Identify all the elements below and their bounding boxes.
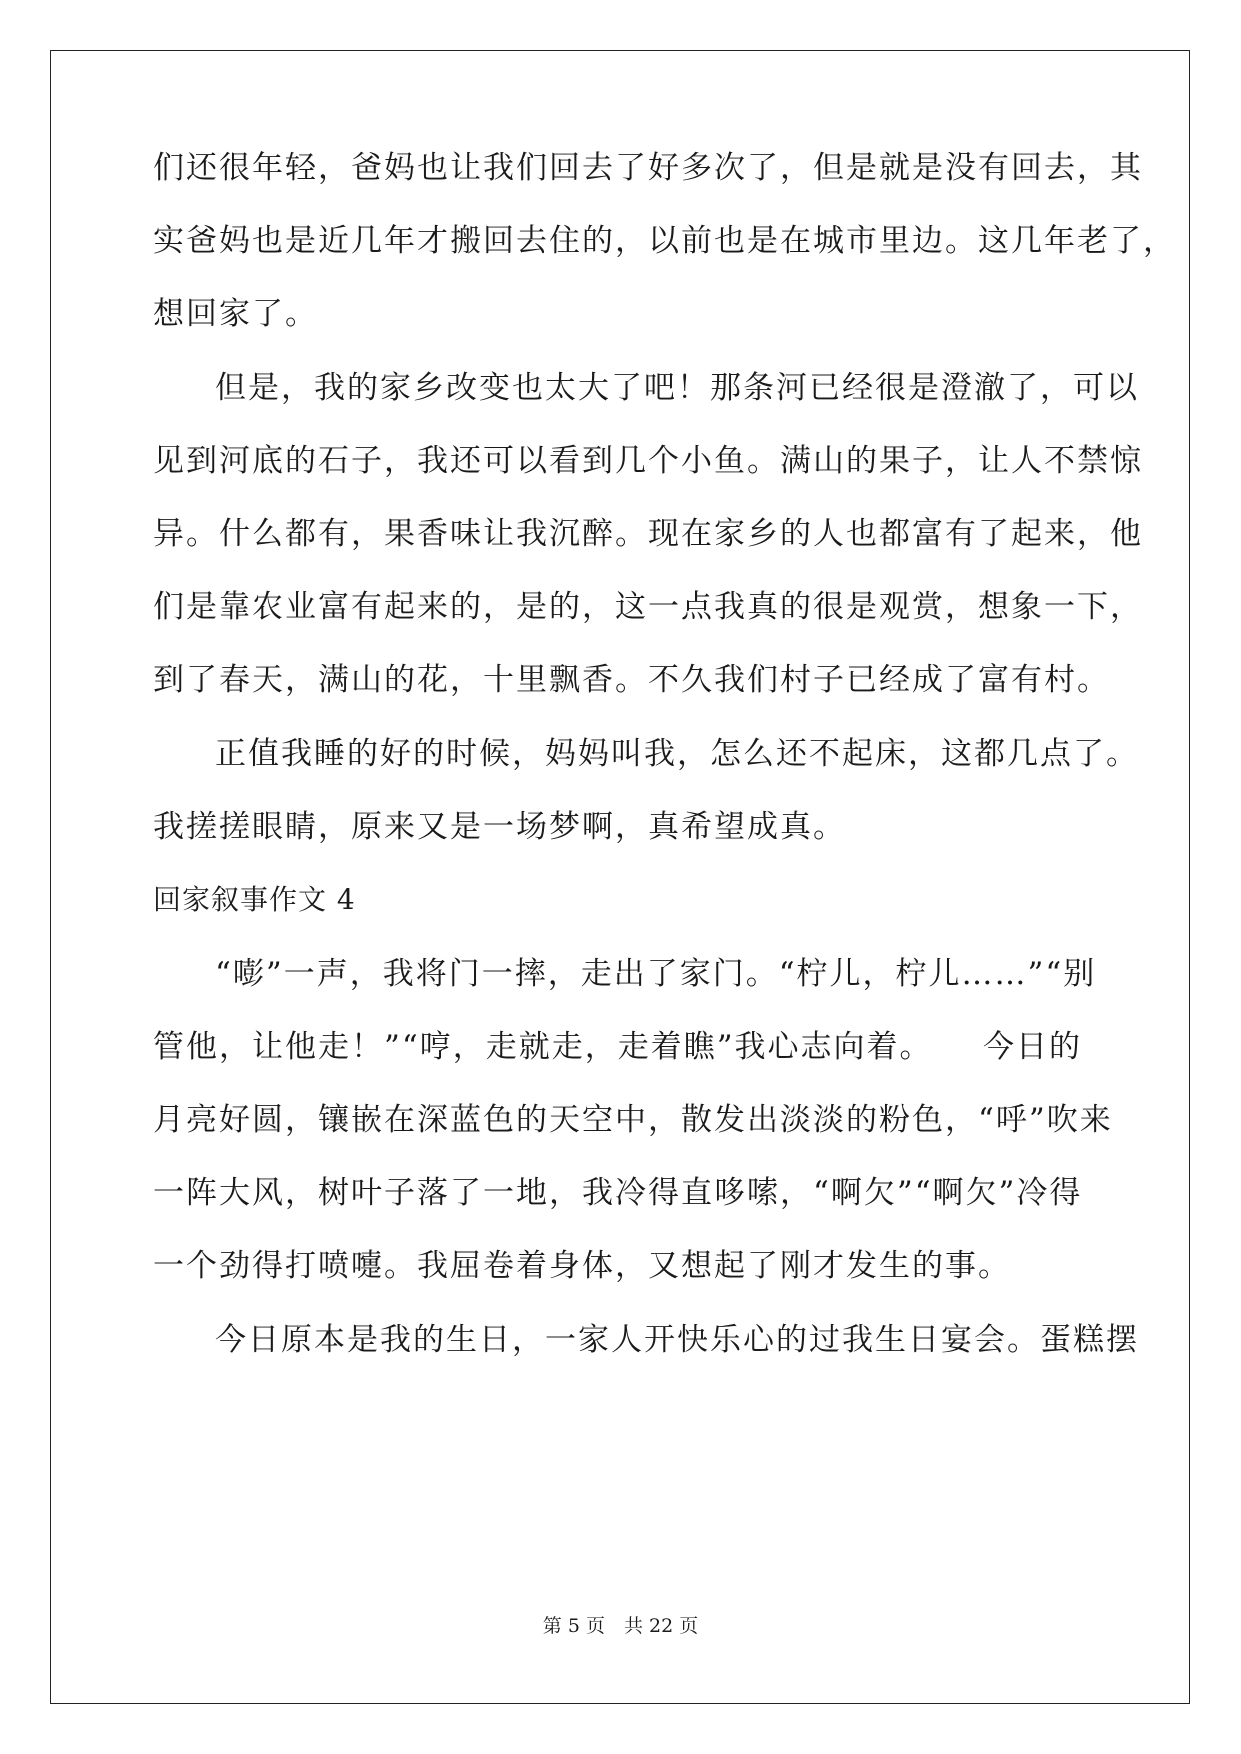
text-line: 管他，让他走！”“哼，走就走，走着瞧”我心志向着。 今日的: [153, 1029, 1083, 1065]
text-line: 到了春天，满山的花，十里飘香。不久我们村子已经成了富有村。: [153, 662, 1110, 698]
text-line: 实爸妈也是近几年才搬回去住的，以前也是在城市里边。这几年老了，: [153, 223, 1176, 259]
section-heading: 回家叙事作文 4: [153, 883, 356, 916]
text-line: 一阵大风，树叶子落了一地，我冷得直哆嗦，“啊欠”“啊欠”冷得: [153, 1175, 1083, 1211]
text-line: 异。什么都有，果香味让我沉醉。现在家乡的人也都富有了起来，他: [153, 516, 1143, 552]
text-line: 一个劲得打喷嚏。我屈卷着身体，又想起了刚才发生的事。: [153, 1248, 1011, 1284]
text-line: 们还很年轻，爸妈也让我们回去了好多次了，但是就是没有回去，其: [153, 150, 1143, 186]
text-line: “嘭”一声，我将门一摔，走出了家门。“柠儿，柠儿……”“别: [215, 956, 1097, 992]
text-line: 我搓搓眼睛，原来又是一场梦啊，真希望成真。: [153, 809, 846, 845]
text-line: 月亮好圆，镶嵌在深蓝色的天空中，散发出淡淡的粉色，“呼”吹来: [153, 1102, 1113, 1138]
page-number-footer: 第 5 页 共 22 页: [542, 1615, 699, 1637]
text-line: 见到河底的石子，我还可以看到几个小鱼。满山的果子，让人不禁惊: [153, 443, 1143, 479]
text-line: 正值我睡的好的时候，妈妈叫我，怎么还不起床，这都几点了。: [215, 736, 1139, 772]
text-line: 但是，我的家乡改变也太大了吧！那条河已经很是澄澈了，可以: [215, 370, 1139, 406]
text-line: 今日原本是我的生日，一家人开快乐心的过我生日宴会。蛋糕摆: [215, 1322, 1139, 1358]
text-line: 们是靠农业富有起来的，是的，这一点我真的很是观赏，想象一下，: [153, 589, 1143, 625]
text-line: 想回家了。: [153, 296, 318, 332]
